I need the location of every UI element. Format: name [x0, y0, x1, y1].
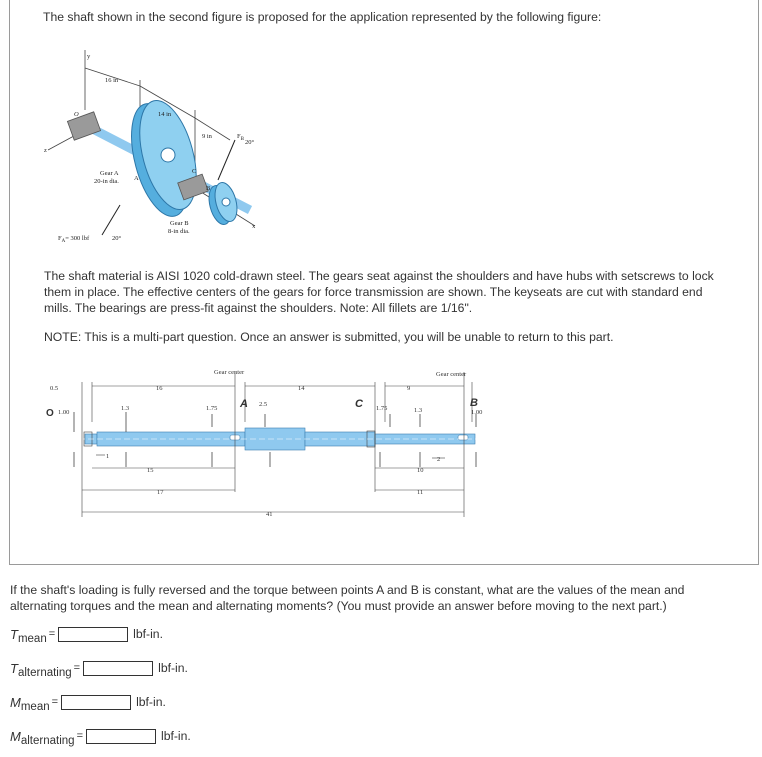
gear-a-hub [161, 148, 175, 162]
answer-row-t-alternating: Talternating = lbf-in. [10, 660, 188, 679]
dim-16: 16 [156, 385, 163, 392]
gear-center-label-a: Gear center [214, 369, 245, 376]
gear-a-label: Gear A [100, 170, 119, 177]
description-text: The shaft material is AISI 1020 cold-drawn steel. The gears seat against the shoulders and have hubs with setscrews to lock them in place. The effective centers of the gears for force transmission are shown. The keyseats are cut with standard end mills. The bearings are press-fit against the shoulders. Note: All fillets are 1/16". [44, 269, 714, 315]
gear-b-label: Gear B [170, 220, 189, 227]
o-label: O [74, 111, 79, 118]
m-alternating-input[interactable] [86, 729, 156, 744]
force-a-arrow [102, 205, 120, 235]
gear-b-hub [222, 198, 230, 206]
force-a-label: $F_A= 300$ lbf [58, 235, 90, 244]
t-mean-input[interactable] [58, 627, 128, 642]
x-label: x [252, 223, 256, 230]
dim-15: 15 [147, 467, 154, 474]
angle-bottom-label: 20° [112, 235, 122, 242]
m-alternating-unit: lbf-in. [161, 729, 191, 743]
question-text: If the shaft's loading is fully reversed and the torque between points A and B is constant, what are the values of the mean and alternating torques and the mean and alternating moments? (You must provide an answer before moving to the next part.) [10, 583, 685, 613]
m-mean-label: Mmean [10, 694, 50, 713]
dim-2-5: 2.5 [259, 401, 268, 408]
gear-center-label-b: Gear center [436, 371, 467, 378]
b-label: B [206, 185, 211, 192]
force-b-arrow [218, 140, 235, 180]
dim-1-00-right: 1.00 [471, 409, 483, 416]
answer-row-t-mean: Tmean = lbf-in. [10, 626, 163, 645]
shaft-dimension-figure [40, 362, 490, 520]
answer-row-m-alternating: Malternating = lbf-in. [10, 728, 191, 747]
t-mean-unit: lbf-in. [133, 627, 163, 641]
shaft-assembly-figure [40, 40, 290, 255]
dim-14in: 14 in [158, 111, 172, 118]
note-text: NOTE: This is a multi-part question. Once an answer is submitted, you will be unable to return to this part. [44, 330, 614, 344]
point-b-label: B [470, 397, 478, 409]
dim-1-3-left: 1.3 [121, 405, 130, 412]
m-mean-input[interactable] [61, 695, 131, 710]
dim-9: 9 [407, 385, 411, 392]
t-alternating-input[interactable] [83, 661, 153, 676]
point-o-label: O [46, 408, 54, 419]
bearing-o [67, 112, 100, 140]
answer-row-m-mean: Mmean = lbf-in. [10, 694, 166, 713]
dim-1: 1 [106, 453, 110, 460]
dim-1-00-left: 1.00 [58, 409, 70, 416]
gear-a-dia: 20-in dia. [94, 178, 119, 185]
fb-label: $F_B$ [237, 133, 244, 142]
dim-1-75-right: 1.75 [376, 405, 388, 412]
t-alternating-unit: lbf-in. [158, 661, 188, 675]
m-mean-unit: lbf-in. [136, 695, 166, 709]
gear-b-dia: 8-in dia. [168, 228, 190, 235]
y-label: y [87, 53, 91, 60]
a-label: A [134, 175, 139, 182]
z-label: z [44, 147, 47, 154]
point-c-label: C [355, 398, 363, 410]
t-alternating-label: Talternating [10, 660, 72, 679]
dim-1-3-right: 1.3 [414, 407, 423, 414]
dim-16in: 16 in [105, 77, 119, 84]
dim-11: 11 [417, 489, 424, 496]
dim-14: 14 [298, 385, 305, 392]
dim-17: 17 [157, 489, 164, 496]
dim-9in: 9 in [202, 133, 212, 140]
dim-2: 2 [437, 456, 441, 463]
dim-41: 41 [266, 511, 273, 518]
c-label: C [192, 168, 197, 175]
point-a-label: A [240, 398, 248, 410]
dim-0-5: 0.5 [50, 385, 59, 392]
t-mean-label: Tmean [10, 626, 47, 645]
m-alternating-label: Malternating [10, 728, 75, 747]
dim-1-75-left: 1.75 [206, 405, 218, 412]
angle-top-label: 20° [245, 139, 255, 146]
dim-10: 10 [417, 467, 424, 474]
intro-text: The shaft shown in the second figure is proposed for the application represented by the following figure: [43, 10, 602, 24]
